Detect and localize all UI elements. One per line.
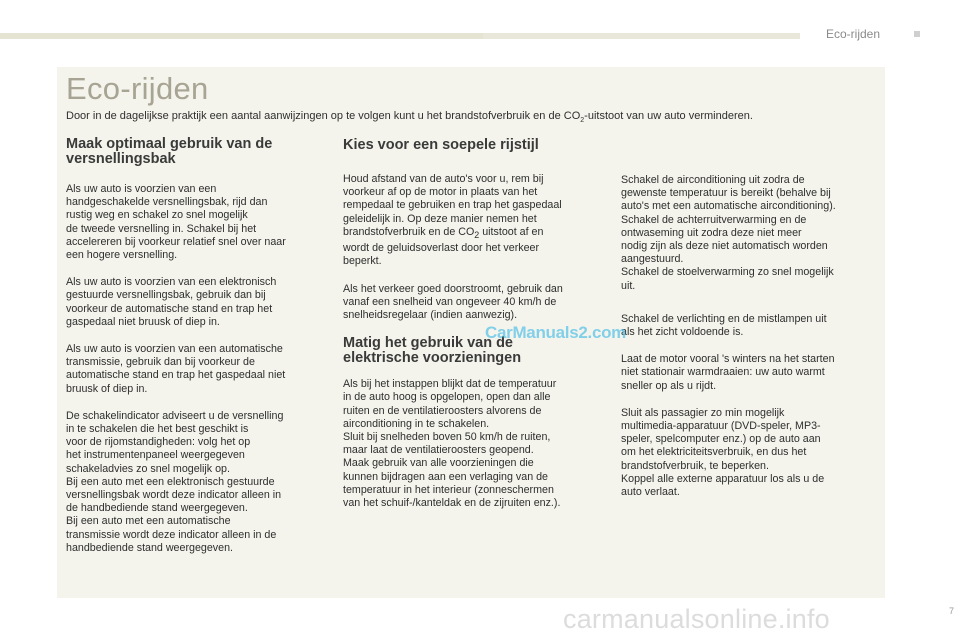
paragraph-engine-warmup: Laat de motor vooral 's winters na het starten niet stationair warmdraaien: uw auto warmt sneller op als u rijdt.: [621, 353, 835, 392]
watermark-text: CarManuals2.com: [485, 323, 626, 342]
page-title: Eco-rijden: [66, 71, 209, 106]
paragraph-automatic-transmission: Als uw auto is voorzien van een automatische transmissie, gebruik dan bij voorkeur de automatische stand en trap het gaspedaal niet bruusk of diep in.: [66, 343, 286, 395]
column-electrical-continued: [621, 174, 881, 513]
heading-driving-style: Kies voor een soepele rijstijl: [343, 137, 539, 153]
paragraph-distance: [343, 173, 603, 269]
page-number: 7: [949, 606, 955, 616]
column-gearbox: [66, 137, 331, 569]
paragraph-distance-subscript: 2: [474, 229, 480, 240]
header-rule-right: [483, 33, 800, 39]
header-square-marker: [914, 31, 920, 37]
paragraph-manual-gearbox: Als uw auto is voorzien van een handgeschakelde versnellingsbak, rijd dan rustig weg en schakel zo snel mogelijk de tweede versnelling in. Schakel bij het accelereren bij voorkeur relatief snel over naar een hogere versnelling.: [66, 183, 286, 262]
header-rule: [0, 33, 483, 39]
heading-gearbox: Maak optimaal gebruik van de versnellingsbak: [66, 136, 273, 167]
running-header-title: Eco-rijden: [826, 27, 881, 41]
intro-paragraph: [66, 110, 886, 127]
paragraph-airconditioning: Schakel de airconditioning uit zodra de gewenste temperatuur is bereikt (behalve bij auto's met een automatische airconditioning). Schakel de achterruitverwarming en de ontwaseming uit zodra deze niet meer nodig zijn als deze niet automatisch worden aangestuurd. Schakel de stoelverwarming zo snel mogelijk uit.: [621, 174, 836, 292]
footer-watermark-url: carmanualsonline.info: [563, 604, 830, 634]
intro-text-before: Door in de dagelijkse praktijk een aantal aanwijzingen op te volgen kunt u het brandstofverbruik en de CO: [66, 110, 581, 122]
paragraph-temperature: Als bij het instappen blijkt dat de temperatuur in de auto hoog is opgelopen, open dan alle ruiten en de ventilatieroosters alvorens de airconditioning in te schakelen. Sluit bij snelheden boven 50 km/h de ruiten, maar laat de ventilatieroosters geopend. Maak gebruik van alle voorzieningen die kunnen bijdragen aan een verlaging van de temperatuur in het interieur (zonneschermen van het schuif-/kanteldak en de zijruiten enz.).: [343, 378, 561, 509]
paragraph-lights: Schakel de verlichting en de mistlampen uit als het zicht voldoende is.: [621, 312, 827, 339]
paragraph-cruise-control: Als het verkeer goed doorstroomt, gebruik dan vanaf een snelheid van ongeveer 40 km/h de snelheidsregelaar (indien aanwezig).: [343, 282, 563, 321]
paragraph-multimedia: Sluit als passagier zo min mogelijk multimedia-apparatuur (DVD-speler, MP3- speler, spelcomputer enz.) op de auto aan om het elektriciteitsverbruik, en dus het brandstofverbruik, te beperken. Koppel alle externe apparatuur los als u de auto verlaat.: [621, 406, 825, 499]
intro-text-after: -uitstoot van uw auto verminderen.: [584, 110, 753, 122]
intro-subscript: 2: [580, 117, 585, 125]
paragraph-electronic-gearbox: Als uw auto is voorzien van een elektronisch gestuurde versnellingsbak, gebruik dan bij voorkeur de automatische stand en trap het gaspedaal niet bruusk of diep in.: [66, 276, 277, 328]
paragraph-gear-indicator: De schakelindicator adviseert u de versnelling in te schakelen die het best geschikt is voor de rijomstandigheden: volg het op het instrumentenpaneel weergegeven schakeladvies zo snel mogelijk op. Bij een auto met een elektronisch gestuurde versnellingsbak wordt deze indicator alleen in de handbediende stand weergegeven. Bij een auto met een automatische transmissie wordt deze indicator alleen in de handbediende stand weergegeven.: [66, 409, 284, 554]
heading-electrical: Matig het gebruik van de elektrische voorzieningen: [343, 335, 522, 367]
paragraph-distance-after: uitstoot af en wordt de geluidsoverlast door het verkeer beperkt.: [343, 225, 544, 268]
paragraph-distance-before: Houd afstand van de auto's voor u, rem bij voorkeur af op de motor in plaats van het rempedaal te gebruiken en trap het gaspedaal geleidelijk in. Op deze manier nemen het brandstofverbruik en de CO: [343, 173, 562, 238]
